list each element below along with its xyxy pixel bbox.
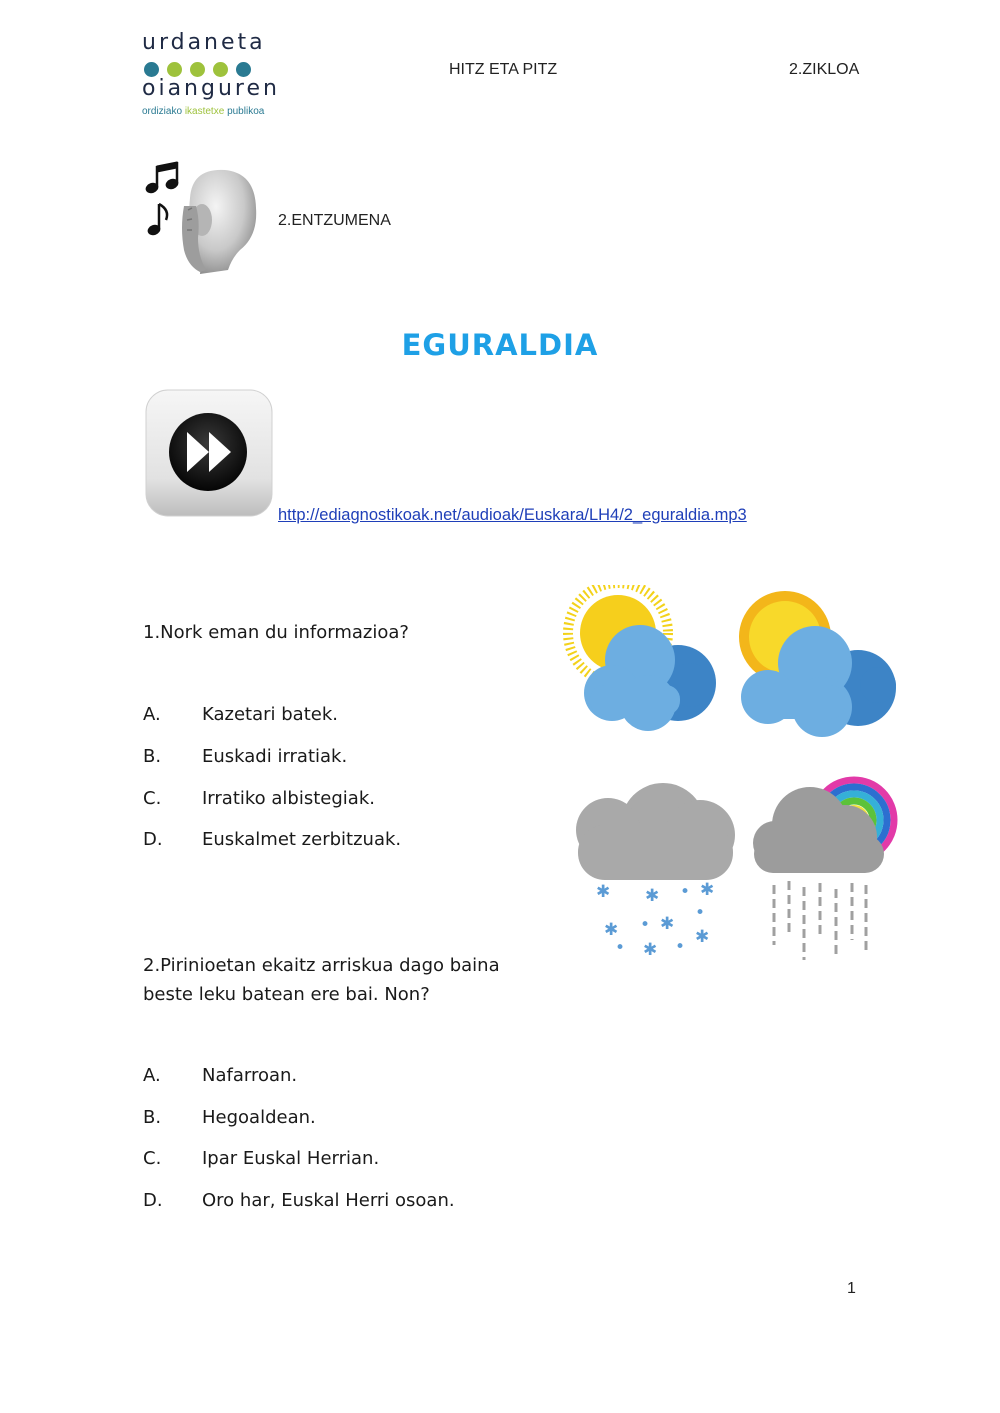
svg-text:•: • bbox=[640, 915, 651, 935]
q2-option-c-letter: C. bbox=[143, 1148, 162, 1169]
snow-cloud-icon bbox=[576, 783, 735, 960]
q1-option-d-letter: D. bbox=[143, 829, 163, 850]
page-title: EGURALDIA bbox=[401, 328, 599, 362]
header-right: 2.ZIKLOA bbox=[789, 61, 860, 78]
q2-option-d[interactable]: Oro har, Euskal Herri osoan. bbox=[202, 1190, 455, 1211]
logo-dot bbox=[144, 62, 159, 77]
svg-text:✱: ✱ bbox=[645, 886, 660, 906]
logo-dot bbox=[213, 62, 228, 77]
q2-option-b[interactable]: Hegoaldean. bbox=[202, 1107, 316, 1128]
listening-head-icon bbox=[140, 158, 265, 276]
q1-option-d[interactable]: Euskalmet zerbitzuak. bbox=[202, 829, 402, 850]
q1-option-b-letter: B. bbox=[143, 746, 162, 767]
question-2-text bbox=[143, 951, 500, 1009]
svg-text:✱: ✱ bbox=[660, 914, 675, 934]
sun-cloud-icon bbox=[568, 585, 716, 731]
svg-text:✱: ✱ bbox=[596, 882, 611, 902]
svg-text:•: • bbox=[675, 937, 686, 957]
logo-dot bbox=[236, 62, 251, 77]
logo-tagline-3: publikoa bbox=[227, 106, 265, 117]
logo-line-2: oianguren bbox=[142, 76, 280, 101]
svg-text:✱: ✱ bbox=[700, 880, 715, 900]
audio-play-button[interactable] bbox=[143, 386, 275, 520]
audio-link[interactable]: http://ediagnostikoak.net/audioak/Euskara/LH4/2_eguraldia.mp3 bbox=[278, 506, 747, 524]
school-logo bbox=[140, 30, 290, 125]
q2-option-c[interactable]: Ipar Euskal Herrian. bbox=[202, 1148, 380, 1169]
weather-illustration bbox=[540, 585, 905, 980]
q1-option-c[interactable]: Irratiko albistegiak. bbox=[202, 788, 375, 809]
q1-option-a[interactable]: Kazetari batek. bbox=[202, 704, 338, 725]
svg-text:•: • bbox=[615, 938, 626, 958]
svg-text:✱: ✱ bbox=[643, 940, 658, 960]
question-2-line-2: beste leku batean ere bai. Non? bbox=[143, 984, 430, 1005]
svg-text:✱: ✱ bbox=[604, 920, 619, 940]
svg-text:✱: ✱ bbox=[695, 927, 710, 947]
logo-dot bbox=[167, 62, 182, 77]
logo-tagline-1: ordiziako bbox=[142, 106, 183, 117]
rain-rainbow-icon bbox=[753, 780, 894, 960]
q1-option-c-letter: C. bbox=[143, 788, 162, 809]
logo-tagline-2: ikastetxe bbox=[184, 106, 225, 117]
svg-text:•: • bbox=[695, 903, 706, 923]
logo-tagline bbox=[142, 106, 264, 117]
section-label: 2.ENTZUMENA bbox=[278, 212, 391, 229]
q2-option-a-letter: A. bbox=[143, 1065, 161, 1086]
q2-option-b-letter: B. bbox=[143, 1107, 162, 1128]
page-number: 1 bbox=[847, 1280, 856, 1297]
q1-option-a-letter: A. bbox=[143, 704, 161, 725]
question-2-line-1: 2.Pirinioetan ekaitz arriskua dago baina bbox=[143, 955, 500, 976]
logo-dot bbox=[190, 62, 205, 77]
play-forward-icon bbox=[143, 386, 275, 520]
header-center: HITZ ETA PITZ bbox=[449, 61, 558, 78]
q2-option-d-letter: D. bbox=[143, 1190, 163, 1211]
sun-cloud-icon bbox=[739, 591, 896, 737]
question-1-text: 1.Nork eman du informazioa? bbox=[143, 622, 409, 643]
q2-option-a[interactable]: Nafarroan. bbox=[202, 1065, 298, 1086]
q1-option-b[interactable]: Euskadi irratiak. bbox=[202, 746, 348, 767]
svg-text:•: • bbox=[680, 882, 691, 902]
logo-line-1: urdaneta bbox=[142, 30, 266, 55]
